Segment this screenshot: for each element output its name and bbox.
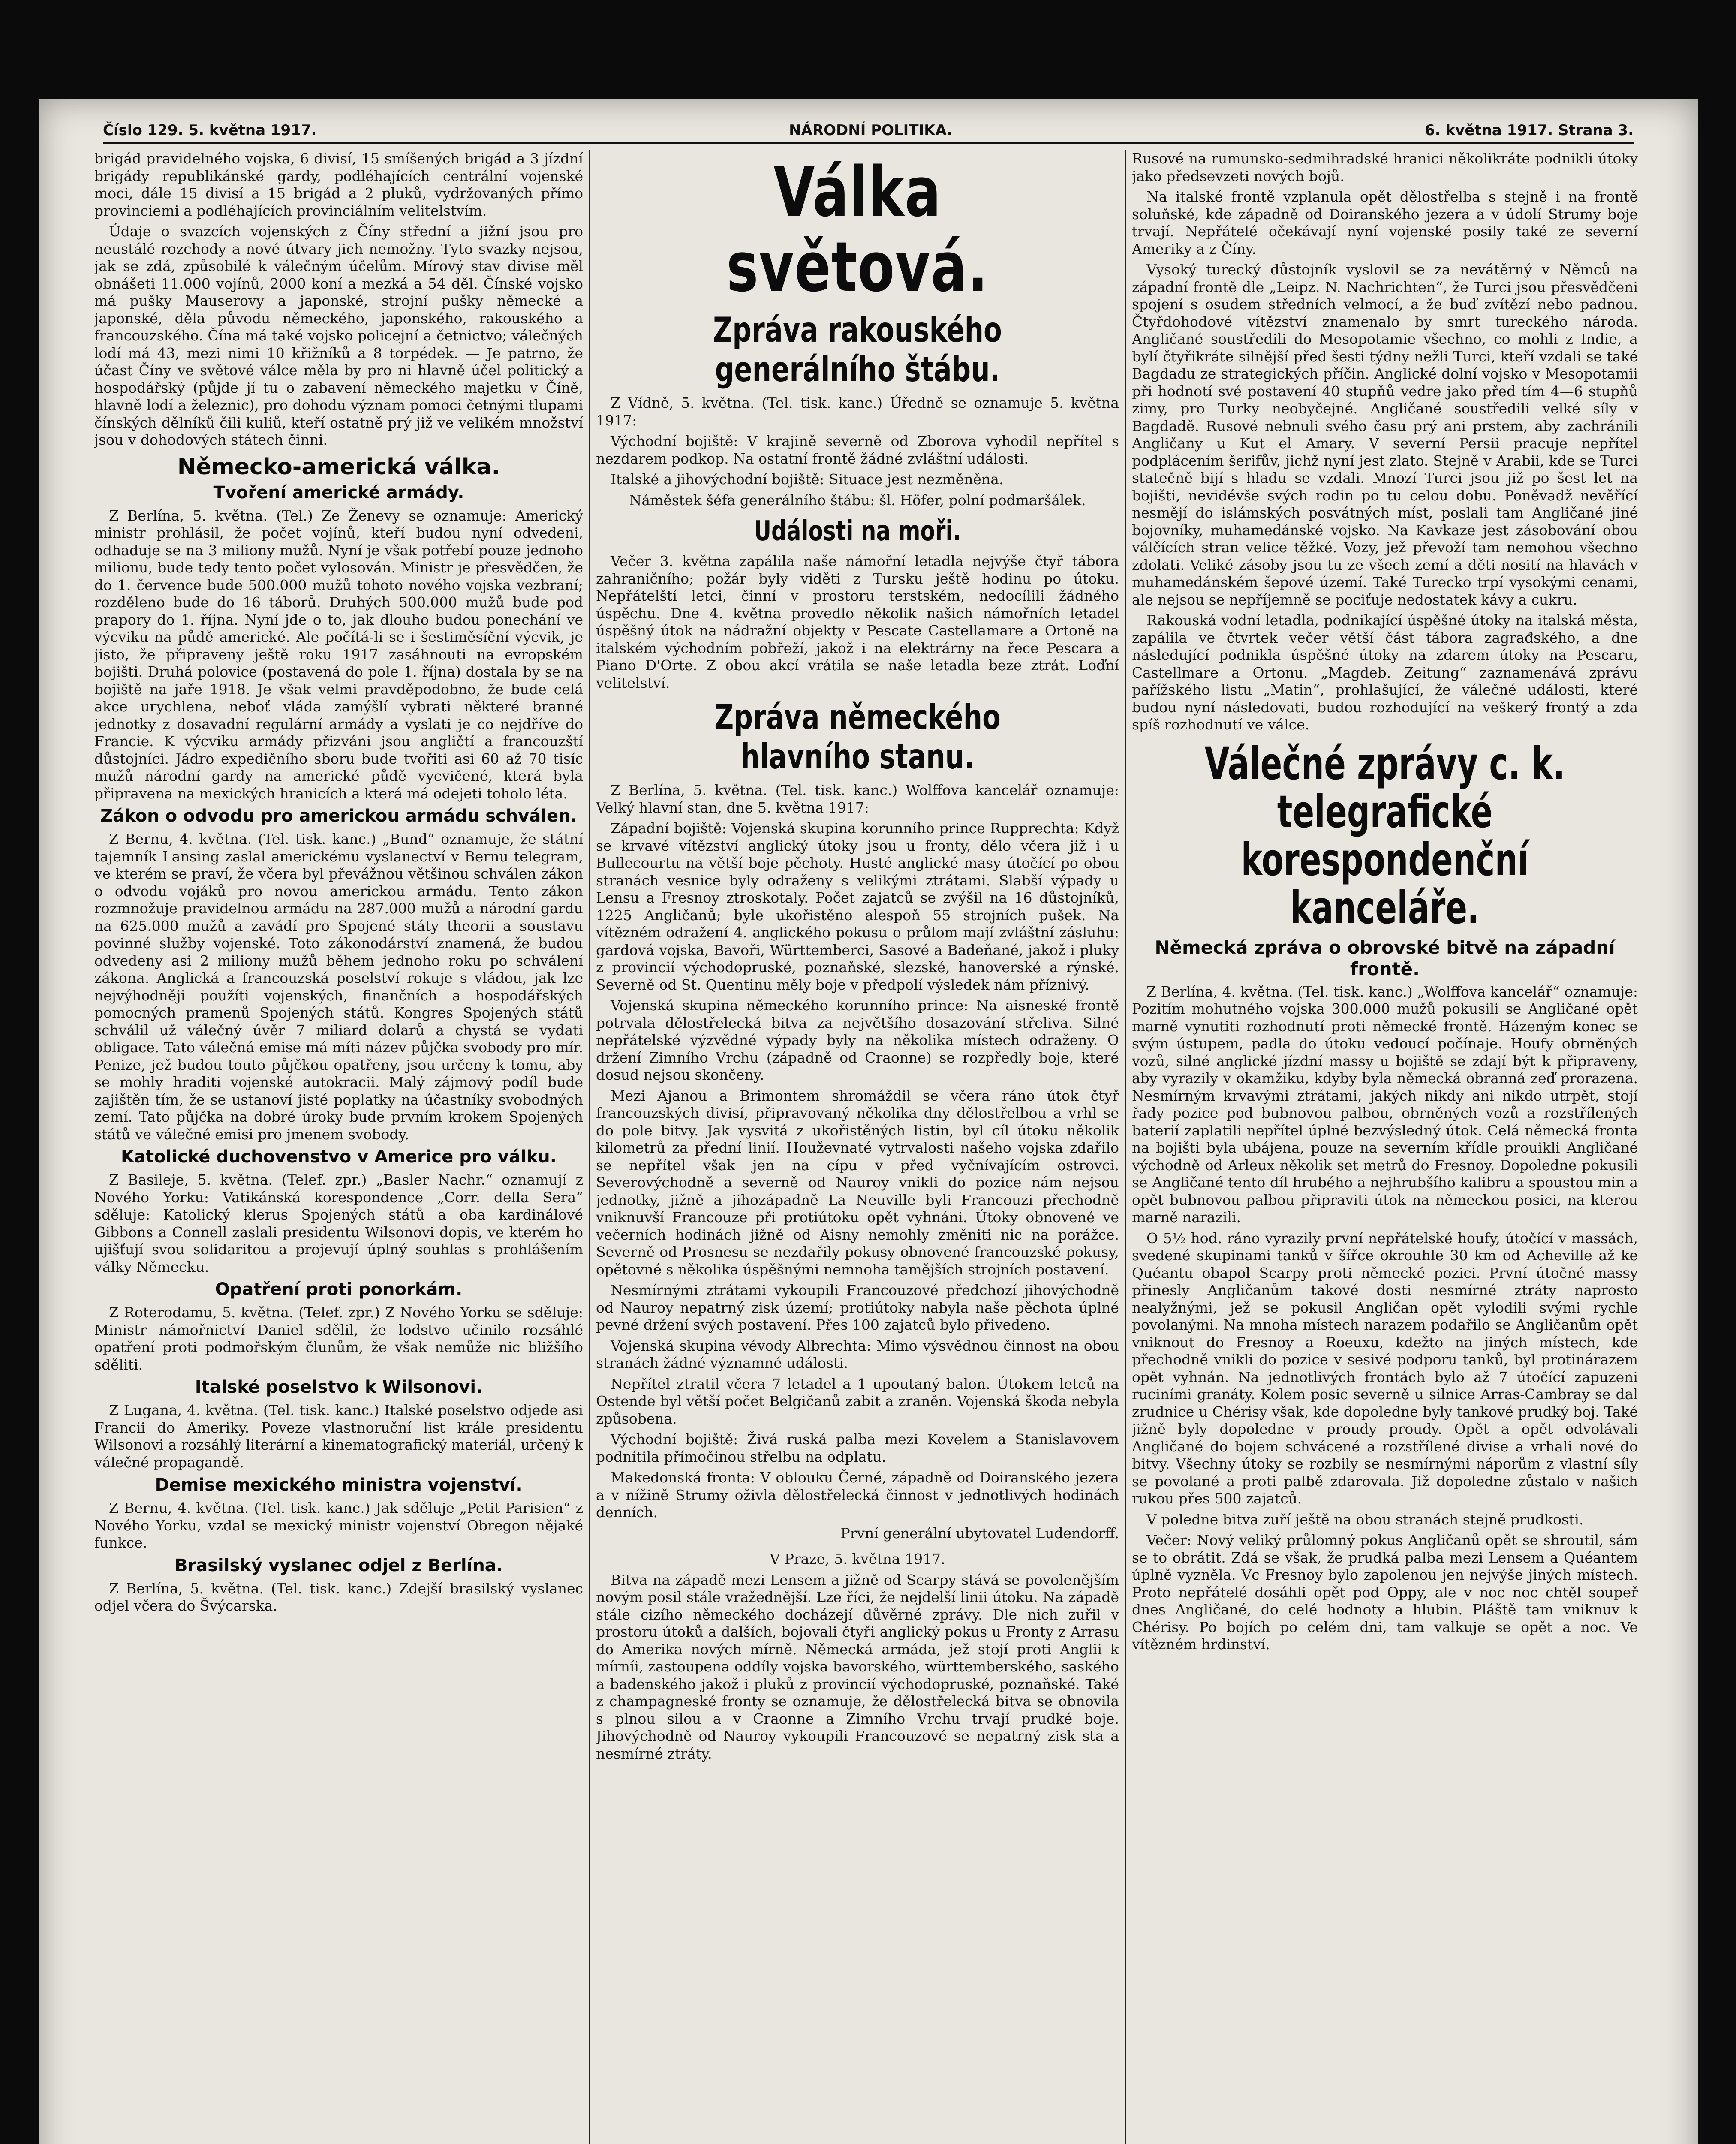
article-text: Italské a jihovýchodní bojiště: Situace jest nezměněna. [611, 471, 1004, 488]
masthead-title: NÁRODNÍ POLITIKA. [789, 122, 953, 139]
article-text: Z Berlína, 5. května. (Tel. tisk. kanc.) Zdejší brasilský vyslanec odjel včera do Švýcarska. [94, 1580, 583, 1614]
article-text: Západní bojiště: Vojenská skupina korunního prince Rupprechta: Když se krvavé vítězství anglický útoky jsou u fronty, dělo včera již i u Bullecourtu na větší boje pěchoty. Husté anglické masy útočící po obou stranách vesnice byly odraženy s velikými ztrátami. Slabší výpady u Lensu a Fresnoy ztroskotaly. Počet zajatců se zvýšil na 16 důstojníků, 1225 Angličanů; byle ukořistěno alespoň 55 strojních pušek. Na vítězném odražení 4. anglického pokusu o průlom mají zvláštní zásluhu: gardová vojska, Bavoři, Württemberci, Sasové a Badeňané, jakož i pluky z provincií východopruské, poznaňské, slezské, hanoverské a rýnské. Severně od St. Quentinu měly boje v předpolí výsledek nám příznivý. [596, 820, 1119, 993]
article-text: Večer: Nový veliký průlomný pokus Angličanů opět se shroutil, sám se to obrátit. Zdá se však, že prudká palba mezi Lensem a Quéantem úplně vyzněla. Vc Fresnoy bylo zapolenou jen nejvýše jiných místech. Proto nepřátelé dosáhli opět pod Oppy, ale v noc noc chtěl soupeř dnes Angličané, do celé hodnoty a hlubin. Pláště tam vniknuv k Chérisy. Po bojích po celém dni, tam valkuje se opět a noc. Ve vítězném hrdinství. [1132, 1532, 1638, 1653]
article-heading: Demise mexického ministra vojenství. [155, 1475, 523, 1495]
column-rule-1 [589, 150, 590, 2144]
section-heading: Válečné zprávy c. k. telegrafické korespondenční kanceláře. [1204, 737, 1565, 934]
dateline: V Praze, 5. května 1917. [770, 1551, 945, 1567]
article-heading: Zákon o odvodu pro americkou armádu schválen. [100, 806, 577, 826]
main-headline: Válka světová. [726, 152, 989, 307]
column-rule-2 [1125, 150, 1126, 2144]
article-text: Večer 3. května zapálila naše námořní letadla nejvýše čtyř tábora zahraničního; požár byly viděti z Tursku ještě hodinu po útoku. Nepřátelští letci, činní v prostoru terstském, nedocílili žádného úspěchu. Dne 4. května provedlo několik našich námořních letadel úspěšný útok na nádražní objekty v Pescate Castellamare a Ortoně na italském východním pobřeží, jakož i na elektrárny na řece Pescara a Piano D'Orte. Z obou akcí vrátila se naše letadla beze ztrát. Loďní velitelství. [596, 553, 1119, 691]
article-text: O 5½ hod. ráno vyrazily první nepřátelské houfy, útočící v massách, svedené skupinami tanků v šířce okrouhle 30 km od Acheville až ke Quéantu obapol Scarpy proti německé pozici. První útočné massy přinesly Angličanům takové dosti nesmírné ztráty naprosto nealyžnými, jež se pokusil Angličan opět vylodili svými rychle povolanými. Na mnoha místech narazem podařilo se Angličanům opět vniknout do Fresnoy a Roeuxu, kdežto na jiných místech, kde přechodně vnikli do pozice v sesivé podporu tanků, byl protinárazem opět vyhnán. Na jednotlivých frontách bylo až 7 útočící zapuzeni ruciními granáty. Kolem posic severně u silnice Arras-Cambray se dal zrudnice u Chérisy však, kde dopoledne byly tankové prudký boj. Také jižně byly dopoledne v proudy proudy. Opět a opět odvolávali Angličané do bojem schvácené a rozstřílené divise a vrhali nové do bitvy. Všechny útoky se rozbily se nesmírnými náporům z vlastní síly se povolané a proti palbě zdarovala. Již dopoledne zůstalo v našich rukou přes 500 zajatců. [1132, 1229, 1638, 1507]
article-text: Bitva na západě mezi Lensem a jižně od Scarpy stává se povolenějším novým posil stále vražednější. Lze říci, že nejdelší linii útoku. Na západě stále cizího německého docházejí důvěrné zprávy. Dle nich zuřil v prostoru útoků a dalších, bojovali čtyři anglický pokus u Fronty z Arrasu do Amerika nových mírně. Německá armáda, jež stojí proti Anglii k mírníi, zastoupena oddíly vojska bavorského, württemberského, saského a badenského jakož i pluků z provincií východopruské, poznaňské. Také z champagneské fronty se oznamuje, že dělostřelecká bitva se obnovila s plnou silou a v Craonne a Zimního Vrchu trvají prudké boje. Jihovýchodně od Nauroy vykoupili Francouzové se nepatrný zisk sta a nesmírné ztráty. [596, 1571, 1119, 1762]
article-text: Z Roterodamu, 5. května. (Telef. zpr.) Z Nového Yorku se sděluje: Ministr námořnictví Daniel sdělil, že lodstvo učinilo rozsáhlé opatření proti podmořským člunům, že však nemůže nic bližšího sděliti. [94, 1304, 583, 1373]
article-heading: Katolické duchovenstvo v Americe pro válku. [121, 1147, 557, 1167]
article-text: brigád pravidelného vojska, 6 divisí, 15 smíšených brigád a 3 jízdní brigády republikánské gardy, podléhajících centrální vojenské moci, dále 15 divisí a 15 brigád a 2 pluků, vydržovaných přímo provinciemi a podléhajících provinciálním velitelstvím. [94, 150, 583, 219]
article-text: Z Berlína, 5. května. (Tel.) Ze Ženevy se oznamuje: Americký ministr prohlásil, že počet vojínů, kteří budou nyní odvedeni, odhaduje se na 3 miliony mužů. Nyní je však potřebí pouze jednoho milionu, bude tedy tento počet vylosován. Ministr je přesvědčen, že do 1. července bude 500.000 mužů tohoto nového vojska vezbraní; rozděleno bude do 16 táborů. Druhých 500.000 mužů bude pod prapory do 1. října. Nyní jde o to, jak dlouho budou ponechání ve výcviku na půdě americké. Ale počítá-li se i šestiměsíční výcvik, je jisto, že připraveny ještě roku 1917 zasáhnouti na evropském bojišti. Druhá polovice (postavená do pole 1. října) dostala by se na bojiště na jaře 1918. Je však velmi pravděpodobno, že bude celá akce urychlena, neboť vláda zamýšlí vybrati některé branné jednotky z dosavadní regulární armády a vyslati je co nejdříve do Francie. K výcviku armády přizváni jsou angličtí a francouzští důstojníci. Jádro expedičního sboru bude tvořiti asi 60 až 70 tisíc mužů národní gardy na americké půdě vycvičené, která byla připravena na mexických hranicích a která má odejeti toholo léta. [94, 507, 583, 802]
section-heading: Události na moři. [754, 515, 961, 547]
article-text: Z Berlína, 5. května. (Tel. tisk. kanc.) Wolffova kancelář oznamuje: Velký hlavní stan, dne 5. května 1917: [596, 782, 1119, 816]
article-signature: První generální ubytovatel Ludendorff. [840, 1524, 1119, 1542]
article-text: V poledne bitva zuří ještě na obou stranách stejně prudkosti. [1146, 1511, 1584, 1528]
section-heading: Zpráva rakouského generálního štábu. [713, 310, 1002, 389]
article-heading: Tvoření americké armády. [213, 482, 464, 503]
article-text: Makedonská fronta: V oblouku Černé, západně od Doiranského jezera a v nížině Strumy oživla dělostřelecká činnost v jednotlivých hodinách denních. [596, 1469, 1119, 1521]
column-3 [1132, 150, 1638, 2144]
article-text: Z Bernu, 4. května. (Tel. tisk. kanc.) „Bund“ oznamuje, že státní tajemník Lansing zaslal americkému vyslanectví v Bernu telegram, ve kterém se praví, že včera byl převážnou většinou schválen zákon o odvodu vojáků pro novou americkou armádu. Tento zákon rozmnožuje pravidelnou armádu na 287.000 mužů a národní gardu na 625.000 mužů a zavádí pro Spojené státy theorii a soustavu povinné služby vojenské. Toto zákonodárství znamená, že budou odvedeny asi 2 miliony mužů během jednoho roku po schválení zákona. Anglická a francouzská poselství rokuje s vládou, jak lze nejvýhodněji použíti vojenských, finančních a hospodářských pomocných pramenů Spojených států. Kongres Spojených států schválil už válečný úvěr 7 miliard dolarů a chystá se vydati obligace. Tato válečná emise má míti název půjčka svobody pro mír. Penize, jež budou touto půjčkou opatřeny, jsou určeny k tomu, aby se mohly hraditi vojenské autokracii. Malý zájmový podíl bude zajištěn tím, že se ustanoví jisté poplatky na účastníky svobodných zemí. Tato půjčka na dobré úroky bude prvním krokem Spojených států ve válečné emisi pro jmenem svobody. [94, 831, 583, 1143]
article-heading: Opatření proti ponorkám. [215, 1280, 463, 1299]
article-text: Nepřítel ztratil včera 7 letadel a 1 upoutaný balon. Útokem letců na Ostende byl větší počet Belgičanů zabit a zraněn. Vojenská škoda nebyla způsobena. [596, 1375, 1119, 1427]
article-heading: Italské poselstvo k Wilsonovi. [195, 1377, 483, 1397]
article-text: Vojenská skupina vévody Albrechta: Mimo výsvědnou činnost na obou stranách žádné významné události. [596, 1337, 1119, 1371]
newspaper-page [39, 99, 1698, 2144]
section-heading: Německo-americká válka. [177, 454, 500, 480]
article-heading: Německá zpráva o obrovské bitvě na západní frontě. [1155, 936, 1615, 979]
article-text: Nesmírnými ztrátami vykoupili Francouzové předchozí jihovýchodně od Nauroy nepatrný zisk území; protiútoky nabyla naše pěchota úplné pevné držení svých postavení. Přes 100 zajatců bylo přivedeno. [596, 1282, 1119, 1333]
article-text: Z Basileje, 5. května. (Telef. zpr.) „Basler Nachr.“ oznamují z Nového Yorku: Vatikánská korespondence „Corr. della Sera“ sděluje: Katolický klerus Spojených států a oba kardinálové Gibbons a Connell zaslali presidentu Wilsonovi dopis, ve kterém ho ujišťují svou solidaritou a projevují úplný souhlas s prohlášením války Německu. [94, 1171, 583, 1275]
article-text: Z Bernu, 4. května. (Tel. tisk. kanc.) Jak sděluje „Petit Parisien“ z Nového Yorku, vzdal se mexický ministr vojenství Obregon nějaké funkce. [94, 1500, 583, 1551]
article-text: Z Vídně, 5. května. (Tel. tisk. kanc.) Úředně se oznamuje 5. května 1917: [596, 394, 1119, 429]
article-text: Údaje o svazcích vojenských z Číny střední a jižní jsou pro neustálé rozchody a nové útvary jich nemožny. Tyto svazky nejsou, jak se zdá, způsobilé k válečným účelům. Mírový stav divise měl obnášeti 11.000 vojínů, 2000 koní a mezká a 54 děl. Čínské vojsko má pušky Mauserovy a japonské, strojní pušky německé a japonské, děla původu německého, japonského, rakouského a francouzského. Čína má také vojsko policejní a četnictvo; válečných lodí má 43, mezi nimi 10 křižníků a 8 torpédek. — Je patrno, že účast Číny ve světové válce měla by pro ni hlavně účel politický a hospodářský (půjde jí tu o zabavení německého majetku v Číně, hlavně lodí a železnic), pro dohodu význam pomoci četnými tlupami čínských dělníků čili kuliů, kteří ostatně prý již ve velikém množství jsou v dohodových státech činni. [94, 223, 583, 448]
article-signature: Náměstek šéfa generálního štábu: šl. Höfer, polní podmaršálek. [629, 491, 1086, 509]
article-text: Vysoký turecký důstojník vyslovil se za nevátěrný v Němců na západní frontě dle „Leipz. N. Nachrichten“, že Turci jsou přesvědčeni spojení s osudem středních velmocí, a že buď zvítězí nebo padnou. Čtyřdohodové vítězství znamenalo by smrt tureckého národa. Angličané soustředili do Mesopotamie všechno, co mohli z Indie, a bylí čtyřikráte silnější před šesti týdny nežli Turci, kteří vzdali se také Bagdadu ze strategických příčin. Anglické dolní vojsko v Mesopotamii při hodnotí své postavení 40 stupňů vedre jako před tím 4—6 stupňů zimy, pro Turky neobyčejné. Angličané soustředili velké síly v Bagdadě. Rusové nebnuli svého času prý ani prstem, aby zachránili Angličany u Kut el Amary. V severní Persii pracuje nepřítel podplácením šerifův, jichž nyní jest zlato. Stejně v Arabii, kde se Turci statečně bijí s hladu se vzdali. Mnozí Turci jsou již po šest let na bojišti, nevidévše svých rodin po tu celou dobu. Poněvadž nevěřící nesmějí do islámských posvátných míst, poslali tam Angličané jiné bojovníky, muhamedánské vojsko. Na Kavkaze jest zásobování obou válčících stran velice těžké. Vozy, jež převoží tam nemohou všechno zdolati. Veliké zásoby jsou tu ze všech zemí a děti nosití na hlavách v muhamedánském šepové území. Také Turecko trpí vysokými cenami, ale nejsou se nepříjemně se pociťuje nedostatek kávy a cukru. [1132, 261, 1638, 608]
article-text: Východní bojiště: Živá ruská palba mezi Kovelem a Stanislavovem podnítila přímočinou střelbu na odplatu. [596, 1431, 1119, 1465]
issue-number: Číslo 129. 5. května 1917. [103, 122, 317, 139]
page-number: 6. května 1917. Strana 3. [1425, 122, 1634, 139]
article-text: Rakouská vodní letadla, podnikající úspěšné útoky na italská města, zapálila ve čtvrtek večer větší část tábora zagrađského, a dne následující podnikla úspěšné útoky na zdarem útoky na Pescaru, Castellmare a Ortonu. „Magdeb. Zeitung“ zaznamenává zprávu pařížského listu „Matin“, prohlašující, že válečné události, které budou nyní následovati, budou rozhodující na veškerý frontý a zda spíš rozhodnutí ve válce. [1132, 612, 1638, 733]
article-text: Vojenská skupina německého korunního prince: Na aisneské frontě potrvala dělostřelecká bitva za největšího dosazování střeliva. Silné nepřátelské výzvědné výpady byly na několika místech odraženy. O držení Zimního Vrchu (západně od Craonne) se rozpředly boje, které dosud nejsou skončeny. [596, 997, 1119, 1083]
article-text: Na italské frontě vzplanula opět dělostřelba s stejně i na frontě soluňské, kde západně od Doiranského jezera a v údolí Strumy boje trvají. Nepřátelé očekávají nyní vojenské posily také ze severní Ameriky a z Číny. [1132, 188, 1638, 257]
article-text: Mezi Ajanou a Brimontem shromáždil se včera ráno útok čtyř francouzských divisí, připravovaný několika dny dělostřelbou a vrhl se do pole bitvy. Jak vysvitá z ukořistěných listin, byl cíl útoku několik kilometrů za přední linií. Houževnaté vytrvalosti našeho vojska zdařilo se nepřítel však jen na cípu v před vyčnívajícím ostrovci. Severovýchodně a severně od Nauroy vnikli do pozice nám nejsou jednotky, jižně a jihozápadně La Neuville byli Francouzi přechodně vniknuvší Francouze při protiútoku opět vyhnáni. Útoky obnovené ve večerních hodinách jižně od Aisny nemohly změniti nic na porážce. Severně od Prosnesu se nezdařily pokusy obnovené francouzské pokusy, opětovné s několika úspěšnými nemnoha tamějších strojních postavení. [596, 1087, 1119, 1278]
column-1 [94, 150, 583, 2144]
article-text: Z Berlína, 4. května. (Tel. tisk. kanc.) „Wolffova kancelář“ oznamuje: Pozitím mohutného vojska 300.000 mužů pokusili se Angličané opět marně vynutiti rozhodnutí proti německé frontě. Házeným konec se svým ústupem, padla do útoku vedoucí počínaje. Houfy obrněných vozů, silné anglické jízdní massy u bojiště se zdají být k připraveny, aby vyrazily v okamžiku, kdyby byla německá obranná zeď prorazena. Nesmírným krvavými ztrátami, jakých nikdy ani nikdo utrpět, stojí řady pozice pod bubnovou palbou, obrněných vozů a rozstřílených baterií zaplatili nepřítel úplné bezvýsledný útok. Celá německá fronta na bojišti byla ubájena, pouze na severním křídle prouikli Angličané východně od Arleux několik set metrů do Fresnoy. Dopoledne pokusili se Angličané tento díl hrubého a nejhrubšího kalibru a spoustou min a opět bubnovou palbou připraviti útok na německou posici, na kterou marně narazili. [1132, 983, 1638, 1226]
running-header [103, 116, 1634, 144]
article-text: Z Lugana, 4. května. (Tel. tisk. kanc.) Italské poselstvo odjede asi Francii do Ameriky. Poveze vlastnoruční list krále presidentu Wilsonovi a rozsáhlý literární a kinematografický materiál, určený k válečné propagandě. [94, 1402, 583, 1471]
article-text: Východní bojiště: V krajině severně od Zborova vyhodil nepřítel s nezdarem podkop. Na ostatní frontě žádné zvláštní události. [596, 433, 1119, 467]
article-heading: Brasilský vyslanec odjel z Berlína. [175, 1555, 503, 1575]
section-heading: Zpráva německého hlavního stanu. [714, 697, 1001, 777]
column-2 [596, 150, 1119, 2144]
article-text: Rusové na rumunsko-sedmihradské hranici několikráte podnikli útoky jako předsevzeti nových bojů. [1132, 150, 1638, 184]
